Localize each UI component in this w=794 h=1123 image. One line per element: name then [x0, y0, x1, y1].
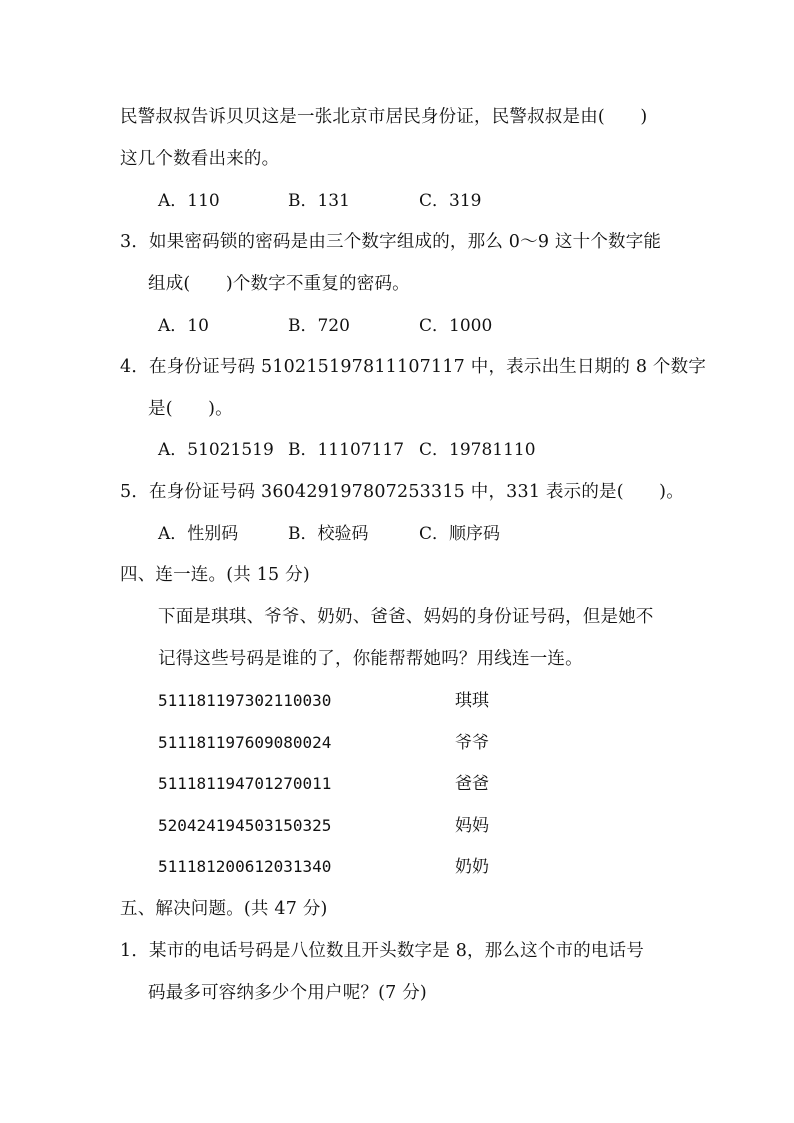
q4-text-line2: 是( )。	[148, 399, 233, 419]
id-number-1: 511181197302110030	[158, 691, 332, 710]
q3-option-b: B．720	[288, 316, 350, 336]
section5-q1-line2: 码最多可容纳多少个用户呢？(7 分)	[148, 983, 427, 1003]
q3-option-c: C．1000	[419, 316, 493, 336]
id-number-4: 520424194503150325	[158, 816, 332, 835]
id-number-2: 511181197609080024	[158, 733, 332, 752]
section4-intro-line1: 下面是琪琪、爷爷、奶奶、爸爸、妈妈的身份证号码，但是她不	[158, 607, 654, 627]
q4-option-c: C．19781110	[419, 440, 536, 460]
section4-intro-line2: 记得这些号码是谁的了，你能帮帮她吗？用线连一连。	[158, 649, 583, 669]
q3-text-line2: 组成( )个数字不重复的密码。	[148, 274, 410, 294]
person-name-1: 琪琪	[455, 691, 489, 711]
person-name-2: 爷爷	[455, 733, 489, 753]
id-number-5: 511181200612031340	[158, 857, 332, 876]
q2-text-line1: 民警叔叔告诉贝贝这是一张北京市居民身份证，民警叔叔是由( )	[120, 107, 648, 127]
q2-option-b: B．131	[288, 191, 350, 211]
q3-option-a: A．10	[158, 316, 209, 336]
person-name-5: 奶奶	[455, 857, 489, 877]
person-name-4: 妈妈	[455, 816, 489, 836]
q4-option-a: A．51021519	[158, 440, 274, 460]
section4-heading: 四、连一连。(共 15 分)	[120, 565, 310, 585]
q2-text-line2: 这几个数看出来的。	[120, 149, 280, 169]
person-name-3: 爸爸	[455, 774, 489, 794]
q2-option-a: A．110	[158, 191, 220, 211]
q4-option-b: B．11107117	[288, 440, 405, 460]
q2-option-c: C．319	[419, 191, 482, 211]
q3-text-line1: 3．如果密码锁的密码是由三个数字组成的，那么 0～9 这十个数字能	[120, 232, 662, 252]
q5-option-b: B．校验码	[288, 524, 369, 544]
id-number-3: 511181194701270011	[158, 774, 332, 793]
section5-heading: 五、解决问题。(共 47 分)	[120, 899, 328, 919]
q5-option-a: A．性别码	[158, 524, 239, 544]
q5-text-line1: 5．在身份证号码 360429197807253315 中，331 表示的是( )。	[120, 482, 684, 502]
section5-q1-line1: 1．某市的电话号码是八位数且开头数字是 8，那么这个市的电话号	[120, 941, 645, 961]
q4-text-line1: 4．在身份证号码 510215197811107117 中，表示出生日期的 8 个数字	[120, 357, 707, 377]
q5-option-c: C．顺序码	[419, 524, 501, 544]
